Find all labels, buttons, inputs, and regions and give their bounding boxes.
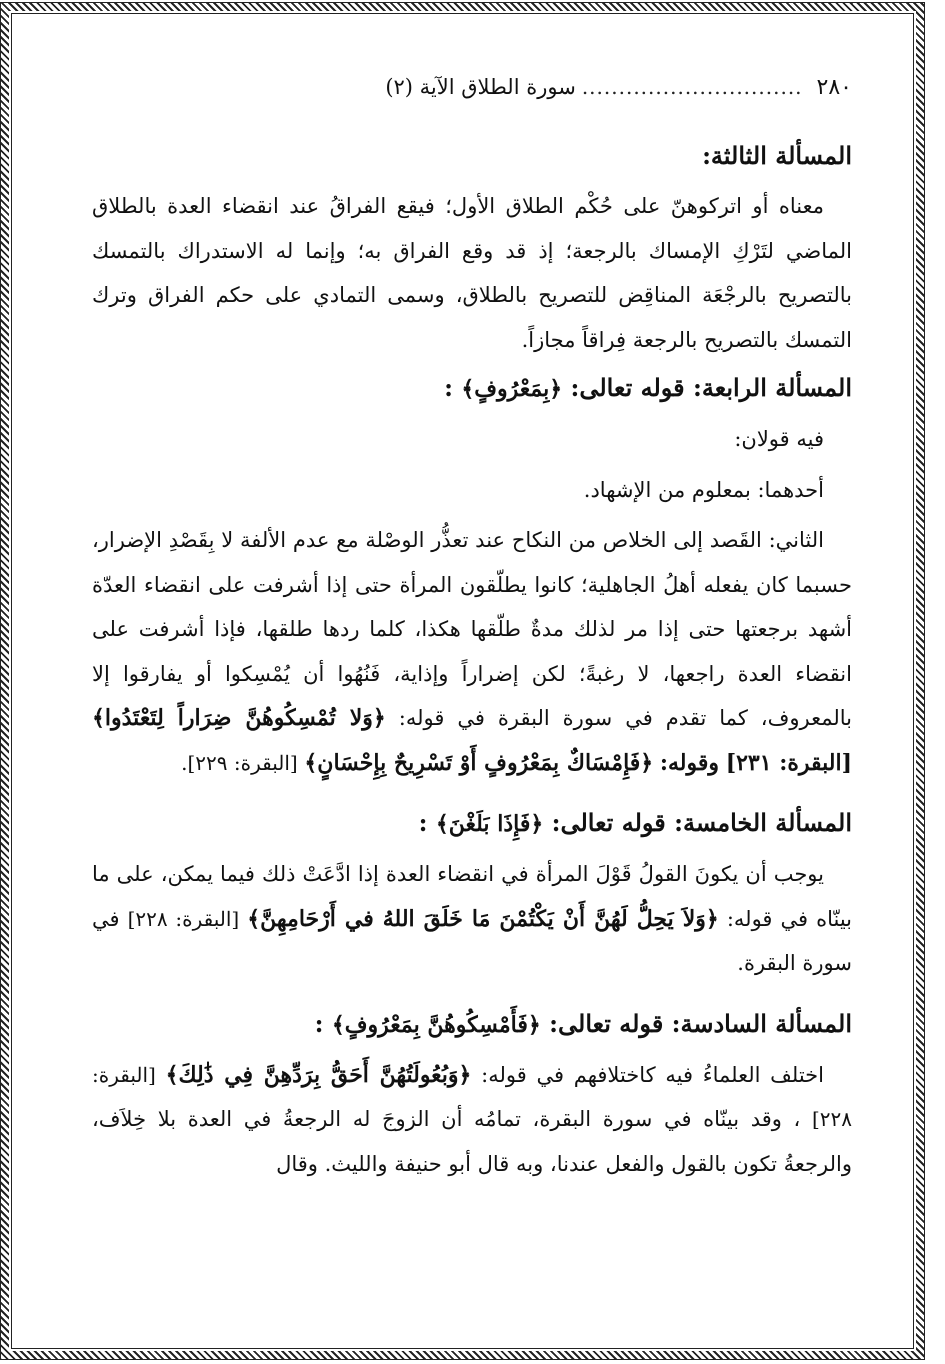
section-4-heading — [92, 366, 852, 411]
section-5-heading — [92, 801, 852, 846]
section-6-paragraph-end: ، وقد بينّاه في سورة البقرة، تمامُه أن الزوجَ له الرجعةُ في العدة بلا خِلاَف، والرجعةُ تكون بالقول والفعل عندنا، وبه قال أبو حنيفة والليث. وقال — [92, 1107, 852, 1176]
section-4-and-his-saying: وقوله: — [659, 749, 719, 776]
running-title: سورة الطلاق الآية (٢) — [385, 75, 576, 99]
page-header — [92, 62, 852, 112]
section-3-paragraph: معناه أو اتركوهنّ على حُكْم الطلاق الأول؛ فيقع الفراقُ عند انقضاء العدة بالطلاق الماضي لتَرْكِ الإمساك بالرجعة؛ إذ قد وقع الفراق به؛ وإنما له الاستدراك بالتمسك بالتصريح بالرجْعَة المناقِض للتصريح بالطلاق، وسمى التمادي على حكم الفراق وترك التمسك بالتصريح بالرجعة فِراقاً مجازاً. — [92, 194, 852, 352]
section-6-heading-text: المسألة السادسة: قوله تعالى: — [549, 1008, 852, 1038]
section-4-heading-text: المسألة الرابعة: قوله تعالى: — [570, 373, 852, 402]
header-dots: .............................. — [581, 75, 803, 99]
section-4-heading-quran: ﴿بِمَعْرُوفٍ﴾ — [461, 376, 563, 402]
section-4-quran-2: ﴿فَإِمْسَاكٌ بِمَعْرُوفٍ أَوْ تَسْرِيحٌ بِإِحْسَانٍ﴾ — [304, 749, 654, 776]
section-4-ref-2: [البقرة: ٢٢٩]. — [181, 750, 298, 775]
section-6-quran: ﴿وَبُعُولَتُهُنَّ أَحَقُّ بِرَدِّهِنَّ فِي ذَٰلِكَ﴾ — [165, 1061, 472, 1088]
section-5-heading-end: : — [418, 808, 428, 837]
section-4-paragraph-text: الثاني: القَصد إلى الخلاص من النكاح عند تعذُّر الوصْلة مع عدم الألفة لا بِقَصْدِ الإضرار، حسبما كان يفعله أهلُ الجاهلية؛ كانوا يطلّقون المرأة حتى إذا أشرفت على انقضاء العدّة أشهد برجعتها حتى إذا مر لذلك مدةٌ طلّقها هكذا، كلما ردها طلقها، فإذا أشرفت على انقضاء العدة راجعها، لا رغبةً؛ لكن إضراراً وإذاية، فَنُهُوا أن يُمْسِكوا أو يفارقوا إلا بالمعروف، كما تقدم في سورة البقرة في قوله: — [92, 528, 852, 730]
section-6-paragraph — [92, 1053, 852, 1187]
section-4-ref-1: [البقرة: ٢٣١] — [725, 749, 852, 776]
section-4-line-2: أحدهما: بمعلوم من الإشهاد. — [583, 477, 824, 502]
section-4-line-1: فيه قولان: — [734, 427, 824, 451]
section-5-paragraph — [92, 852, 852, 986]
section-5-paragraph-end: في سورة البقرة. — [92, 906, 852, 975]
section-4-paragraph — [92, 518, 852, 785]
section-6-heading-quran: ﴿فَأَمْسِكُوهُنَّ بِمَعْرُوفٍ﴾ — [331, 1011, 541, 1038]
page-number: ٢٨٠ — [816, 74, 852, 100]
section-6-heading-end: : — [314, 1008, 324, 1038]
section-6-paragraph-text: اختلف العلماءُ فيه كاختلافهم في قوله: — [481, 1062, 824, 1087]
section-5-ref: [البقرة: ٢٢٨] — [127, 906, 240, 931]
section-5-paragraph-text: يوجب أن يكونَ القولُ قَوْلَ المرأة في انقضاء العدة إذا ادَّعَتْ ذلك فيما يمكن، على ما بينّاه في قوله: — [92, 862, 852, 931]
header-left-group — [385, 75, 852, 100]
section-4-quran-1: ﴿وَلا تُمْسِكُوهُنَّ ضِرَاراً لِتَعْتَدُوا﴾ — [92, 705, 386, 731]
section-6-heading — [92, 1002, 852, 1047]
page-content — [92, 62, 852, 1186]
section-4-heading-end: : — [444, 373, 453, 402]
section-3-heading: المسألة الثالثة: — [702, 141, 852, 170]
section-5-heading-text: المسألة الخامسة: قوله تعالى: — [551, 808, 852, 837]
section-5-quran: ﴿وَلاَ يَحِلُّ لَهُنَّ أَنْ يَكْتُمْنَ مَا خَلَقَ اللهُ في أَرْحَامِهِنَّ﴾ — [247, 905, 719, 932]
section-5-heading-quran: ﴿فَإِذَا بَلَغْنَ﴾ — [435, 811, 544, 837]
section-6-ref: [البقرة: ٢٢٨] — [92, 1062, 852, 1131]
